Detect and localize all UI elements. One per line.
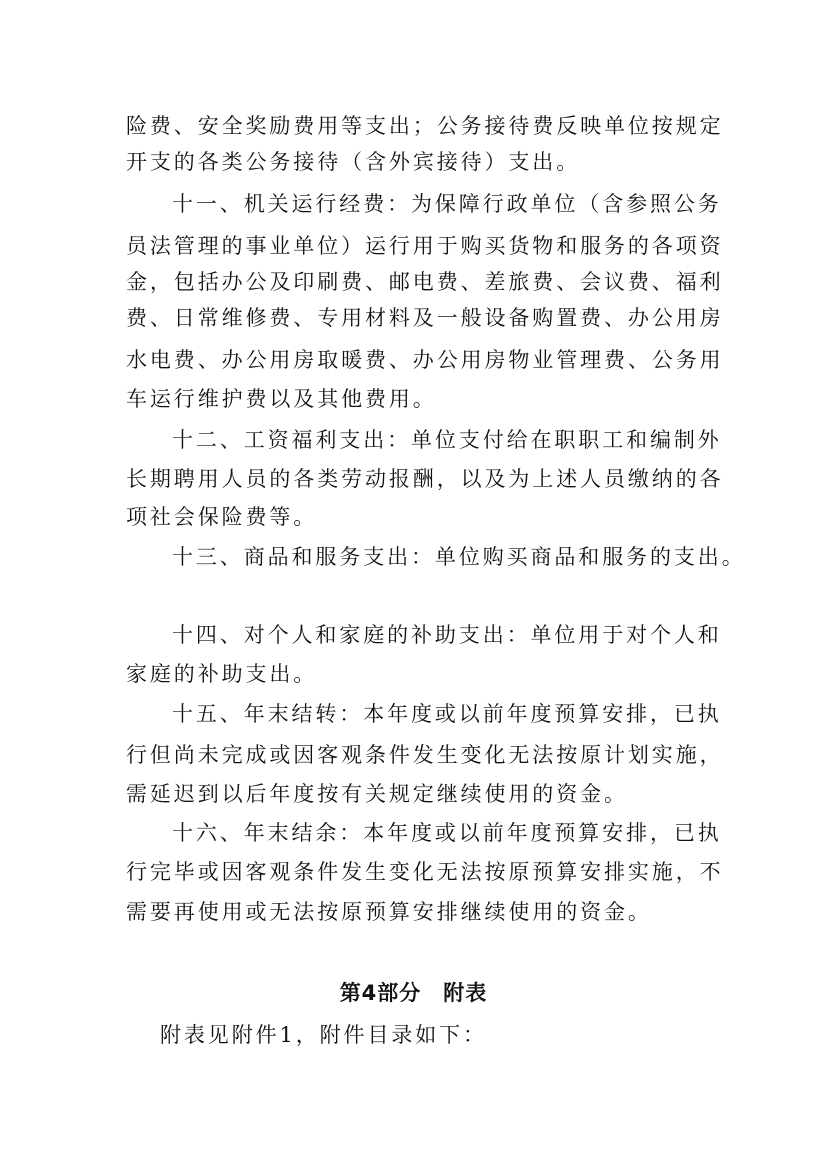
paragraph-0-line-1: 开支的各类公务接待（含外宾接待）支出。 (126, 150, 581, 174)
paragraph-1-line-1: 员法管理的事业单位）运行用于购买货物和服务的各项资 (126, 234, 724, 258)
paragraph-1-line-2: 金，包括办公及印刷费、邮电费、差旅费、会议费、福利 (126, 270, 724, 294)
closing-line: 附表见附件1，附件目录如下： (160, 1023, 487, 1047)
paragraph-2-line-1: 长期聘用人员的各类劳动报酬，以及为上述人员缴纳的各 (126, 467, 724, 491)
section-heading: 第4部分 附表 (339, 981, 488, 1005)
paragraph-2-line-0: 十二、工资福利支出：单位支付给在职职工和编制外 (172, 428, 722, 452)
paragraph-4-line-1: 家庭的补助支出。 (126, 662, 318, 686)
paragraph-6-line-2: 需要再使用或无法按原预算安排继续使用的资金。 (126, 900, 652, 924)
paragraph-6-line-1: 行完毕或因客观条件发生变化无法按原预算安排实施，不 (126, 860, 724, 884)
paragraph-1-line-5: 车运行维护费以及其他费用。 (126, 387, 437, 411)
paragraph-3-line-0: 十三、商品和服务支出：单位购买商品和服务的支出。 (172, 545, 746, 569)
paragraph-1-line-0: 十一、机关运行经费：为保障行政单位（含参照公务 (172, 192, 722, 216)
paragraph-6-line-0: 十六、年末结余：本年度或以前年度预算安排，已执 (172, 821, 722, 845)
paragraph-4-line-0: 十四、对个人和家庭的补助支出：单位用于对个人和 (172, 623, 722, 647)
paragraph-2-line-2: 项社会保险费等。 (126, 505, 318, 529)
paragraph-5-line-0: 十五、年末结转：本年度或以前年度预算安排，已执 (172, 702, 722, 726)
paragraph-5-line-1: 行但尚未完成或因客观条件发生变化无法按原计划实施， (126, 743, 724, 767)
paragraph-1-line-4: 水电费、办公用房取暖费、办公用房物业管理费、公务用 (126, 348, 724, 372)
paragraph-0-line-0: 险费、安全奖励费用等支出；公务接待费反映单位按规定 (126, 114, 724, 138)
paragraph-5-line-2: 需延迟到以后年度按有关规定继续使用的资金。 (126, 782, 628, 806)
paragraph-1-line-3: 费、日常维修费、专用材料及一般设备购置费、办公用房 (126, 306, 724, 330)
